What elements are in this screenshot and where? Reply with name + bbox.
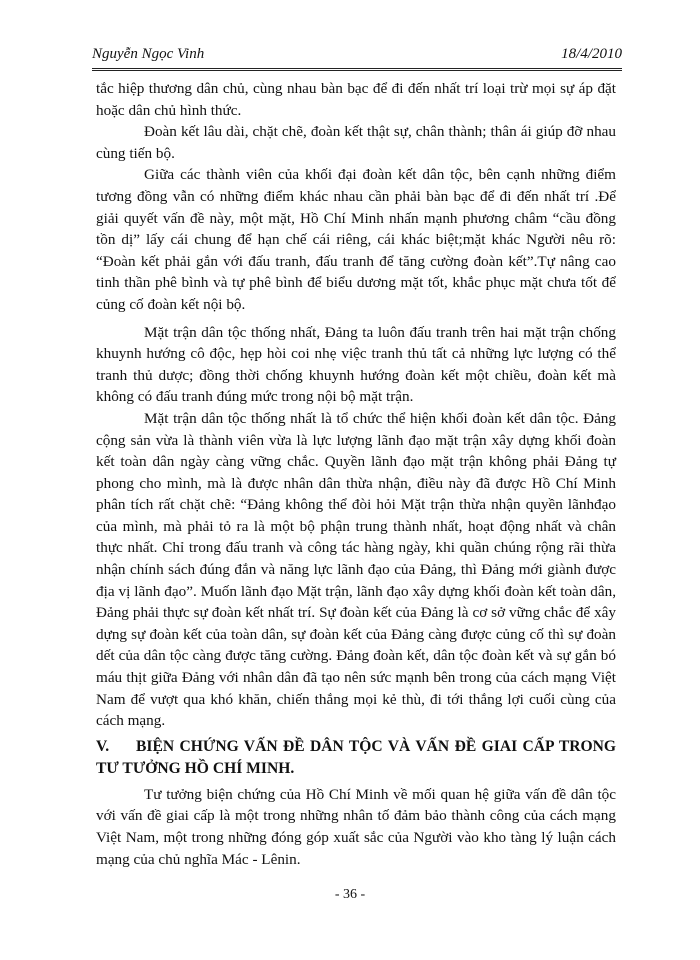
paragraph: Giữa các thành viên của khối đại đoàn kết dân tộc, bên cạnh những điểm tương đồng vẫn có những điểm khác nhau cần phải bàn bạc để đi đến nhất trí .Để giải quyết vấn đề này, một mặt, Hồ Chí Minh nhấn mạnh phương châm “cầu đồng tồn dị” lấy cái chung để hạn chế cái riêng, cái khác biệt;mặt khác Người nêu rõ: “Đoàn kết phải gắn với đấu tranh, đấu tranh để tăng cường đoàn kết”.Tự nâng cao tinh thần phê bình và tự phê bình để biểu dương mặt tốt, khắc phục mặt chưa tốt để củng cố đoàn kết nội bộ. (96, 166, 616, 313)
section-number: V. (96, 737, 110, 755)
paragraph: Tư tưởng biện chứng của Hồ Chí Minh về mối quan hệ giữa vấn đề dân tộc với vấn đề giai cấp là một trong những nhân tố đảm bảo thành công của cách mạng Việt Nam, một trong những đóng góp xuất sắc của Người vào kho tàng lý luận cách mạng của chủ nghĩa Mác - Lênin. (96, 785, 616, 868)
paragraph: Đoàn kết lâu dài, chặt chẽ, đoàn kết thật sự, chân thành; thân ái giúp đỡ nhau cùng tiến bộ. (96, 123, 616, 162)
section-heading (96, 736, 616, 780)
running-header (92, 44, 622, 71)
paragraph-continuation: tắc hiệp thương dân chủ, cùng nhau bàn bạc để đi đến nhất trí loại trừ mọi sự áp đặt hoặc dân chủ hình thức. (96, 80, 616, 119)
page-number: - 36 - (334, 887, 366, 902)
header-date: 18/4/2010 (561, 46, 622, 62)
section-title: BIỆN CHỨNG VẤN ĐỀ DÂN TỘC VÀ VẤN ĐỀ GIAI CẤP TRONG TƯ TƯỞNG HỒ CHÍ MINH. (96, 737, 616, 777)
header-author: Nguyễn Ngọc Vinh (92, 46, 205, 62)
paragraph: Mặt trận dân tộc thống nhất là tổ chức thể hiện khối đoàn kết dân tộc. Đảng cộng sản vừa là thành viên vừa là lực lượng lãnh đạo mặt trận xây dựng khối đoàn kết toàn dân ngày càng vững chắc. Quyền lãnh đạo mặt trận không phải Đảng tự phong cho mình, mà là được nhân dân thừa nhận, điều này đã được Hồ Chí Minh phân tích rất chặt chẽ: “Đảng không thể đòi hỏi Mặt trận thừa nhận quyền lãnhđạo của mình, mà phải tỏ ra là một bộ phận trung thành nhất, hoạt động nhất và chân thực nhất. Chỉ trong đấu tranh và công tác hàng ngày, khi quần chúng rộng rãi thừa nhận chính sách đúng đắn và năng lực lãnh đạo của Đảng, thì Đảng mới giành được địa vị lãnh đạo”. Muốn lãnh đạo Mặt trận, lãnh đạo xây dựng khối đoàn kết toàn dân, Đảng phải thực sự đoàn kết nhất trí. Sự đoàn kết của Đảng là cơ sở vững chắc để xây dựng sự đoàn kết của toàn dân, sự đoàn kết của Đảng càng được củng cố thì sự đoàn dết của dân tộc càng được tăng cường. Đảng đoàn kết, dân tộc đoàn kết và sự gắn bó máu thịt giữa Đảng với nhân dân đã tạo nên sức mạnh bên trong của cách mạng Việt Nam để vượt qua khó khăn, chiến thắng mọi kẻ thù, đi tới thắng lợi cuối cùng của cách mạng. (96, 409, 616, 730)
paragraph: Mặt trận dân tộc thống nhất, Đảng ta luôn đấu tranh trên hai mặt trận chống khuynh hướng cô độc, hẹp hòi coi nhẹ việc tranh thủ tất cả những lực lượng có thể tranh thủ dược; đồng thời chống khuynh hướng đoàn kết một chiều, đoàn kết mà không có đấu tranh đúng mức trong nội bộ mặt trận. (96, 323, 616, 406)
body-text (96, 78, 616, 870)
